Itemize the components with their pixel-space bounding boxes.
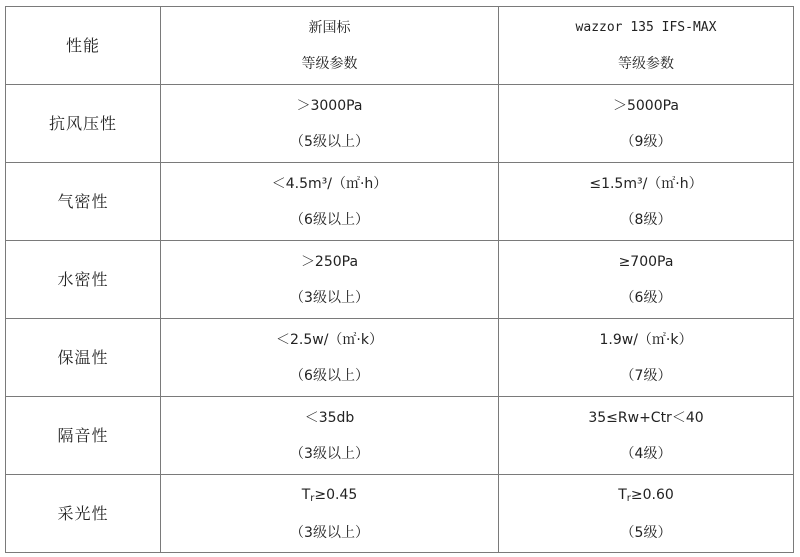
std-value-number: ≥0.45 bbox=[314, 486, 358, 503]
max-value: ＞5000Pa bbox=[612, 97, 680, 114]
table-row bbox=[6, 319, 794, 397]
performance-spec-table bbox=[5, 6, 794, 553]
row-name-cell bbox=[6, 85, 161, 163]
std-grade: （6级以上） bbox=[290, 211, 369, 228]
std-value-symbol: T bbox=[301, 486, 311, 503]
max-value-cell bbox=[499, 397, 794, 475]
header-product-title: wazzor 135 IFS-MAX bbox=[575, 19, 717, 35]
std-grade: （3级以上） bbox=[290, 289, 369, 306]
std-value: ＜35db bbox=[304, 409, 355, 426]
row-name: 采光性 bbox=[57, 503, 109, 523]
row-name-cell bbox=[6, 397, 161, 475]
std-value-cell bbox=[161, 397, 499, 475]
row-name-cell bbox=[6, 475, 161, 553]
table-row bbox=[6, 397, 794, 475]
max-value-cell bbox=[499, 85, 794, 163]
std-value-cell bbox=[161, 319, 499, 397]
max-value-number: ≥0.60 bbox=[630, 486, 674, 503]
std-value: ＞250Pa bbox=[300, 253, 359, 270]
max-value-cell bbox=[499, 163, 794, 241]
std-value-cell bbox=[161, 163, 499, 241]
table-row bbox=[6, 85, 794, 163]
max-value: 1.9w/（㎡·k） bbox=[599, 331, 693, 348]
std-value bbox=[161, 485, 498, 507]
std-value: ＞3000Pa bbox=[296, 97, 363, 114]
std-value-cell bbox=[161, 85, 499, 163]
header-product-subtitle: 等级参数 bbox=[618, 55, 674, 72]
row-name: 隔音性 bbox=[57, 425, 109, 445]
std-value: ＜2.5w/（㎡·k） bbox=[276, 331, 383, 348]
max-grade: （8级） bbox=[620, 211, 672, 228]
max-value-cell bbox=[499, 241, 794, 319]
header-product-cell bbox=[499, 7, 794, 85]
header-national-standard-subtitle: 等级参数 bbox=[301, 55, 358, 72]
header-performance-cell bbox=[6, 7, 161, 85]
max-value: ≥700Pa bbox=[618, 253, 674, 270]
max-value-cell bbox=[499, 475, 794, 553]
row-name: 气密性 bbox=[57, 191, 109, 211]
table-row bbox=[6, 475, 794, 553]
row-name-cell bbox=[6, 241, 161, 319]
max-value: ≤1.5m³/（㎡·h） bbox=[589, 175, 703, 192]
table-row bbox=[6, 241, 794, 319]
row-name: 保温性 bbox=[57, 347, 109, 367]
max-value-cell bbox=[499, 319, 794, 397]
table-header-row bbox=[6, 7, 794, 85]
row-name-cell bbox=[6, 319, 161, 397]
table-row bbox=[6, 163, 794, 241]
max-value bbox=[499, 485, 793, 507]
std-value-cell bbox=[161, 475, 499, 553]
max-value: 35≤Rw+Ctr＜40 bbox=[588, 409, 704, 426]
std-grade: （3级以上） bbox=[290, 445, 369, 462]
std-value-cell bbox=[161, 241, 499, 319]
header-national-standard-cell bbox=[161, 7, 499, 85]
max-grade: （9级） bbox=[620, 133, 672, 150]
header-performance-label: 性能 bbox=[65, 35, 100, 55]
std-value: ＜4.5m³/（㎡·h） bbox=[271, 175, 388, 192]
max-grade: （5级） bbox=[620, 524, 672, 541]
std-grade: （3级以上） bbox=[290, 524, 369, 541]
header-national-standard-title: 新国标 bbox=[308, 19, 351, 36]
row-name: 抗风压性 bbox=[48, 113, 117, 133]
max-grade: （7级） bbox=[620, 367, 672, 384]
max-value-subscript: r bbox=[626, 492, 631, 504]
row-name: 水密性 bbox=[57, 269, 109, 289]
max-grade: （6级） bbox=[620, 289, 672, 306]
std-grade: （5级以上） bbox=[290, 133, 369, 150]
row-name-cell bbox=[6, 163, 161, 241]
max-grade: （4级） bbox=[620, 445, 672, 462]
max-value-symbol: T bbox=[618, 486, 627, 503]
std-value-subscript: r bbox=[310, 492, 315, 504]
std-grade: （6级以上） bbox=[290, 367, 369, 384]
